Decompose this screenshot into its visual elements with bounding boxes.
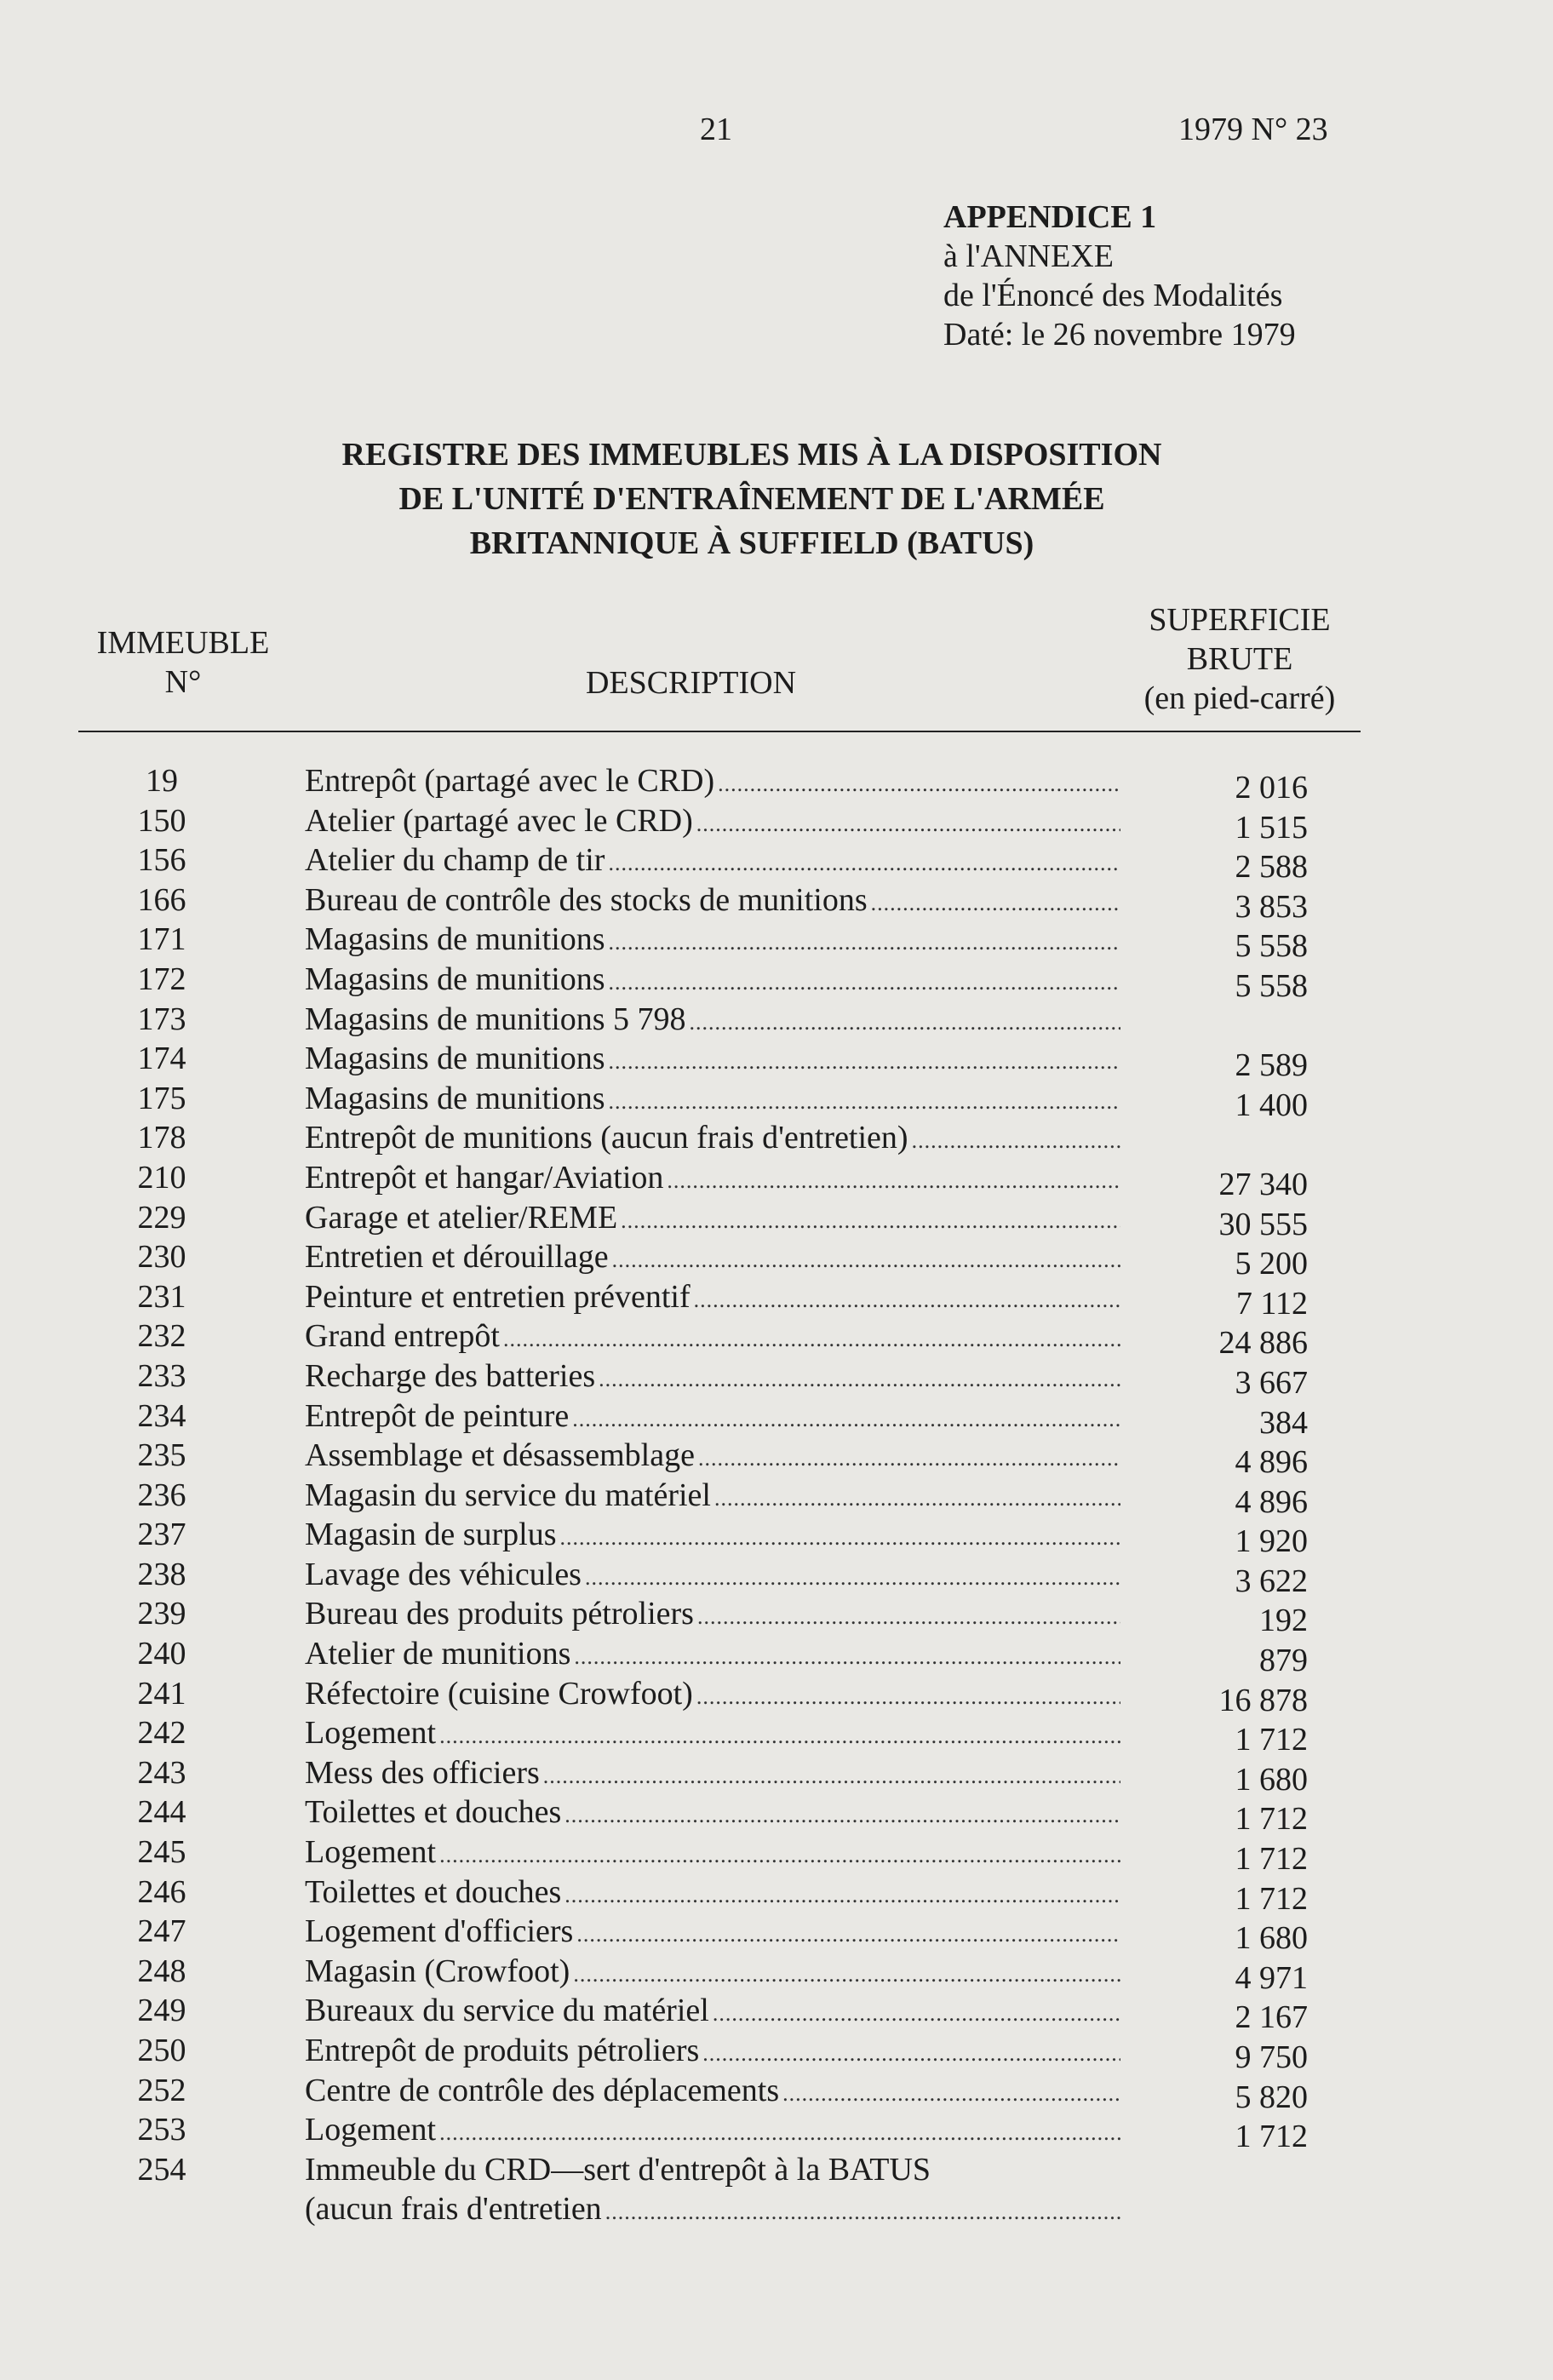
dot-leader bbox=[697, 1597, 1120, 1637]
building-number: 236 bbox=[137, 1477, 186, 1513]
building-number: 247 bbox=[137, 1913, 186, 1950]
dot-leader bbox=[543, 1757, 1120, 1796]
building-number: 230 bbox=[137, 1239, 186, 1276]
building-number: 246 bbox=[137, 1873, 186, 1910]
gross-area: 1 712 bbox=[1235, 1722, 1308, 1758]
building-number: 229 bbox=[137, 1199, 186, 1236]
appendix-date: Daté: le 26 novembre 1979 bbox=[943, 317, 1296, 353]
building-number: 248 bbox=[137, 1953, 186, 1989]
building-description bbox=[305, 1832, 1120, 1875]
description-text: Magasins de munitions bbox=[305, 961, 605, 997]
table-row bbox=[0, 840, 1553, 886]
table-row bbox=[0, 1316, 1553, 1362]
building-description bbox=[305, 1515, 1120, 1557]
building-description bbox=[305, 1277, 1120, 1320]
gross-area: 4 896 bbox=[1235, 1444, 1308, 1481]
dot-leader bbox=[609, 1082, 1120, 1121]
building-description bbox=[305, 761, 1120, 804]
description-text: Entrepôt et hangar/Aviation bbox=[305, 1159, 664, 1196]
description-text: Magasin (Crowfoot) bbox=[305, 1953, 570, 1989]
table-row bbox=[0, 1912, 1553, 1957]
dot-leader bbox=[696, 805, 1120, 844]
table-row-continuation bbox=[0, 2189, 1553, 2229]
description-text: Atelier du champ de tir bbox=[305, 842, 605, 879]
building-description bbox=[305, 1674, 1120, 1717]
description-text: Magasins de munitions bbox=[305, 1080, 605, 1116]
header-rule bbox=[78, 731, 1361, 732]
building-number: 210 bbox=[137, 1159, 186, 1196]
header-immeuble-label: IMMEUBLE bbox=[96, 625, 270, 661]
appendix-title: APPENDICE 1 bbox=[943, 199, 1157, 235]
gross-area: 1 920 bbox=[1235, 1523, 1308, 1560]
dot-leader bbox=[564, 1876, 1120, 1915]
building-number: 150 bbox=[137, 802, 186, 839]
gross-area: 2 589 bbox=[1235, 1047, 1308, 1084]
description-text: Centre de contrôle des déplacements bbox=[305, 2072, 780, 2108]
building-number: 244 bbox=[137, 1794, 186, 1831]
dot-leader bbox=[605, 2193, 1120, 2232]
description-text: Garage et atelier/REME bbox=[305, 1199, 618, 1236]
description-text: Grand entrepôt bbox=[305, 1318, 500, 1355]
table-row bbox=[0, 801, 1553, 846]
building-description bbox=[305, 840, 1120, 883]
gross-area: 4 896 bbox=[1235, 1483, 1308, 1520]
table-row bbox=[0, 1118, 1553, 1158]
building-number: 234 bbox=[137, 1397, 186, 1434]
gross-area: 2 588 bbox=[1235, 849, 1308, 886]
gross-area: 5 820 bbox=[1235, 2079, 1308, 2115]
gross-area: 2 016 bbox=[1235, 770, 1308, 806]
building-number: 245 bbox=[137, 1834, 186, 1871]
table-row bbox=[0, 960, 1553, 1004]
header-no-label: N° bbox=[164, 664, 202, 700]
building-number: 253 bbox=[137, 2112, 186, 2148]
table-row bbox=[0, 1515, 1553, 1560]
building-number: 171 bbox=[137, 921, 186, 958]
appendix-line: à l'ANNEXE bbox=[943, 238, 1114, 274]
building-number: 241 bbox=[137, 1675, 186, 1712]
table-row bbox=[0, 1634, 1553, 1679]
description-text: Immeuble du CRD—sert d'entrepôt à la BATUS bbox=[305, 2151, 931, 2188]
gross-area: 879 bbox=[1259, 1643, 1308, 1679]
building-number: 239 bbox=[137, 1596, 186, 1632]
building-number: 249 bbox=[137, 1993, 186, 2029]
description-text: Entretien et dérouillage bbox=[305, 1239, 609, 1276]
building-description bbox=[305, 2150, 1120, 2189]
gross-area: 1 680 bbox=[1235, 1920, 1308, 1957]
building-description bbox=[305, 1118, 1120, 1161]
building-description bbox=[305, 1396, 1120, 1439]
building-description bbox=[305, 1912, 1120, 1954]
table-row bbox=[0, 2071, 1553, 2115]
table-row bbox=[0, 1198, 1553, 1242]
register-title-line: BRITANNIQUE À SUFFIELD (BATUS) bbox=[469, 525, 1034, 561]
appendix-line: de l'Énoncé des Modalités bbox=[943, 278, 1283, 313]
header-brute-label: BRUTE bbox=[1186, 641, 1293, 677]
description-text: Toilettes et douches bbox=[305, 1873, 562, 1910]
building-description bbox=[305, 1872, 1120, 1915]
building-description bbox=[305, 801, 1120, 844]
dot-leader bbox=[564, 1796, 1120, 1835]
dot-leader bbox=[621, 1201, 1120, 1241]
description-text: Magasin du service du matériel bbox=[305, 1477, 711, 1513]
building-description bbox=[305, 2071, 1120, 2113]
building-number: 243 bbox=[137, 1754, 186, 1791]
building-description bbox=[305, 1476, 1120, 1518]
building-description bbox=[305, 1634, 1120, 1677]
table-row bbox=[0, 1792, 1553, 1838]
description-text: Magasins de munitions bbox=[305, 921, 605, 958]
gross-area: 3 853 bbox=[1235, 888, 1308, 925]
building-number: 178 bbox=[137, 1120, 186, 1156]
description-text: Atelier (partagé avec le CRD) bbox=[305, 802, 693, 839]
description-text: Magasin de surplus bbox=[305, 1517, 557, 1553]
dot-leader bbox=[871, 884, 1120, 923]
gross-area: 30 555 bbox=[1218, 1206, 1308, 1242]
register-table bbox=[0, 761, 1553, 2229]
building-number: 238 bbox=[137, 1556, 186, 1592]
building-number: 156 bbox=[137, 842, 186, 879]
table-row bbox=[0, 1753, 1553, 1798]
dot-leader bbox=[503, 1320, 1120, 1359]
table-row bbox=[0, 920, 1553, 965]
building-description bbox=[305, 1594, 1120, 1637]
table-row bbox=[0, 1039, 1553, 1084]
building-description bbox=[305, 960, 1120, 1002]
table-row bbox=[0, 1436, 1553, 1481]
gross-area: 2 167 bbox=[1235, 1999, 1308, 2036]
table-row bbox=[0, 1476, 1553, 1520]
gross-area: 5 200 bbox=[1235, 1246, 1308, 1282]
building-number: 175 bbox=[137, 1080, 186, 1116]
building-number: 237 bbox=[137, 1517, 186, 1553]
building-description bbox=[305, 1952, 1120, 1994]
description-text: Entrepôt de peinture bbox=[305, 1397, 570, 1434]
table-row bbox=[0, 1674, 1553, 1718]
building-number: 252 bbox=[137, 2072, 186, 2108]
dot-leader bbox=[573, 1955, 1120, 1994]
dot-leader bbox=[718, 765, 1120, 804]
building-description bbox=[305, 1198, 1120, 1241]
description-text: Bureau des produits pétroliers bbox=[305, 1596, 694, 1632]
gross-area: 1 712 bbox=[1235, 1880, 1308, 1917]
table-row bbox=[0, 2031, 1553, 2075]
gross-area: 192 bbox=[1259, 1603, 1308, 1639]
dot-leader bbox=[690, 1003, 1120, 1042]
gross-area: 3 667 bbox=[1235, 1364, 1308, 1401]
table-row bbox=[0, 1991, 1553, 2036]
dot-leader bbox=[576, 1915, 1120, 1954]
building-description bbox=[305, 1792, 1120, 1835]
building-number: 19 bbox=[146, 763, 178, 799]
dot-leader bbox=[608, 844, 1120, 883]
gross-area: 1 712 bbox=[1235, 1801, 1308, 1838]
description-text: Magasins de munitions bbox=[305, 1041, 605, 1077]
building-description bbox=[305, 920, 1120, 962]
description-text: Magasins de munitions 5 798 bbox=[305, 1001, 686, 1037]
dot-leader bbox=[702, 2034, 1120, 2073]
building-number: 250 bbox=[137, 2033, 186, 2068]
dot-leader bbox=[612, 1241, 1120, 1280]
header-superficie-label: SUPERFICIE bbox=[1149, 602, 1331, 638]
building-description bbox=[305, 1436, 1120, 1478]
dot-leader bbox=[609, 963, 1120, 1002]
table-row bbox=[0, 1555, 1553, 1599]
table-row bbox=[0, 1832, 1553, 1878]
table-row bbox=[0, 1277, 1553, 1322]
gross-area: 384 bbox=[1259, 1404, 1308, 1441]
dot-leader bbox=[572, 1400, 1120, 1439]
gross-area: 1 400 bbox=[1235, 1087, 1308, 1123]
building-number: 240 bbox=[137, 1636, 186, 1672]
building-description bbox=[305, 1039, 1120, 1081]
table-row bbox=[0, 1713, 1553, 1758]
column-header-superficie bbox=[1120, 600, 1359, 718]
gross-area: 24 886 bbox=[1218, 1325, 1308, 1362]
building-number: 254 bbox=[137, 2151, 186, 2188]
column-header-immeuble bbox=[77, 623, 289, 702]
description-text: Entrepôt de produits pétroliers bbox=[305, 2033, 700, 2068]
building-description bbox=[305, 1316, 1120, 1359]
building-description bbox=[305, 1079, 1120, 1121]
page-number: 21 bbox=[700, 112, 732, 147]
table-row bbox=[0, 880, 1553, 925]
gross-area: 5 558 bbox=[1235, 967, 1308, 1004]
description-text: Réfectoire (cuisine Crowfoot) bbox=[305, 1675, 693, 1712]
table-row bbox=[0, 1237, 1553, 1282]
description-text: Recharge des batteries bbox=[305, 1357, 596, 1394]
table-row bbox=[0, 1872, 1553, 1917]
description-text: Entrepôt (partagé avec le CRD) bbox=[305, 763, 715, 799]
building-description bbox=[305, 1237, 1120, 1280]
table-row bbox=[0, 1356, 1553, 1401]
description-text: Entrepôt de munitions (aucun frais d'entretien) bbox=[305, 1120, 908, 1156]
table-row bbox=[0, 1594, 1553, 1639]
dot-leader bbox=[560, 1518, 1120, 1557]
description-text: Lavage des véhicules bbox=[305, 1556, 582, 1592]
dot-leader bbox=[439, 1717, 1120, 1756]
gross-area: 1 712 bbox=[1235, 2119, 1308, 2155]
gross-area: 7 112 bbox=[1235, 1285, 1308, 1322]
building-number: 172 bbox=[137, 961, 186, 997]
table-row bbox=[0, 1079, 1553, 1123]
building-number: 166 bbox=[137, 881, 186, 918]
dot-leader bbox=[599, 1360, 1120, 1399]
dot-leader bbox=[782, 2074, 1120, 2113]
running-head: 1979 N° 23 bbox=[1178, 112, 1328, 147]
gross-area: 1 680 bbox=[1235, 1761, 1308, 1798]
dot-leader bbox=[713, 1994, 1120, 2033]
building-description bbox=[305, 1713, 1120, 1756]
table-row bbox=[0, 1000, 1553, 1040]
table-row bbox=[0, 1952, 1553, 1996]
table-row bbox=[0, 1396, 1553, 1441]
dot-leader bbox=[696, 1677, 1120, 1717]
dot-leader bbox=[714, 1479, 1120, 1518]
description-text: Mess des officiers bbox=[305, 1754, 540, 1791]
gross-area: 1 515 bbox=[1235, 809, 1308, 846]
building-number: 233 bbox=[137, 1357, 186, 1394]
gross-area: 4 971 bbox=[1235, 1959, 1308, 1996]
building-description bbox=[305, 1158, 1120, 1201]
description-text: Assemblage et désassemblage bbox=[305, 1437, 695, 1474]
description-text: (aucun frais d'entretien bbox=[305, 2191, 602, 2228]
table-row bbox=[0, 2110, 1553, 2155]
building-number: 235 bbox=[137, 1437, 186, 1474]
building-description bbox=[305, 1753, 1120, 1796]
building-description bbox=[305, 2110, 1120, 2153]
appendix-block bbox=[943, 198, 1296, 354]
building-number: 232 bbox=[137, 1318, 186, 1355]
description-text: Atelier de munitions bbox=[305, 1636, 571, 1672]
dot-leader bbox=[912, 1121, 1120, 1161]
dot-leader bbox=[609, 923, 1120, 962]
gross-area: 3 622 bbox=[1235, 1563, 1308, 1599]
table-row bbox=[0, 761, 1553, 806]
dot-leader bbox=[609, 1042, 1120, 1081]
table-row bbox=[0, 1158, 1553, 1202]
building-number: 242 bbox=[137, 1715, 186, 1752]
building-number: 174 bbox=[137, 1041, 186, 1077]
description-text: Bureaux du service du matériel bbox=[305, 1993, 709, 2029]
building-description bbox=[305, 1356, 1120, 1399]
building-description bbox=[305, 2031, 1120, 2073]
building-number: 231 bbox=[137, 1278, 186, 1315]
register-title-line: DE L'UNITÉ D'ENTRAÎNEMENT DE L'ARMÉE bbox=[398, 481, 1105, 517]
description-text: Logement bbox=[305, 2112, 437, 2148]
gross-area: 1 712 bbox=[1235, 1841, 1308, 1878]
dot-leader bbox=[698, 1439, 1120, 1478]
register-title-line: REGISTRE DES IMMEUBLES MIS À LA DISPOSITION bbox=[341, 437, 1162, 473]
gross-area: 27 340 bbox=[1218, 1166, 1308, 1202]
building-number: 173 bbox=[137, 1001, 186, 1037]
description-text: Bureau de contrôle des stocks de munitions bbox=[305, 881, 868, 918]
building-description bbox=[305, 880, 1120, 923]
register-title bbox=[194, 433, 1309, 565]
description-text: Logement bbox=[305, 1715, 437, 1752]
gross-area: 16 878 bbox=[1218, 1682, 1308, 1718]
gross-area: 5 558 bbox=[1235, 928, 1308, 965]
dot-leader bbox=[667, 1161, 1120, 1201]
column-header-description: DESCRIPTION bbox=[586, 665, 797, 701]
dot-leader bbox=[585, 1558, 1120, 1597]
description-text: Toilettes et douches bbox=[305, 1794, 562, 1831]
description-text: Peinture et entretien préventif bbox=[305, 1278, 691, 1315]
building-description bbox=[305, 1000, 1120, 1042]
header-unit-label: (en pied-carré) bbox=[1143, 680, 1336, 716]
dot-leader bbox=[439, 2113, 1120, 2153]
building-description bbox=[305, 1555, 1120, 1597]
table-row bbox=[0, 2150, 1553, 2190]
description-text: Logement bbox=[305, 1834, 437, 1871]
dot-leader bbox=[574, 1637, 1120, 1677]
gross-area: 9 750 bbox=[1235, 2039, 1308, 2075]
dot-leader bbox=[694, 1281, 1120, 1320]
description-text: Logement d'officiers bbox=[305, 1913, 574, 1950]
building-description bbox=[305, 2189, 1120, 2232]
building-description bbox=[305, 1991, 1120, 2033]
dot-leader bbox=[439, 1836, 1120, 1875]
